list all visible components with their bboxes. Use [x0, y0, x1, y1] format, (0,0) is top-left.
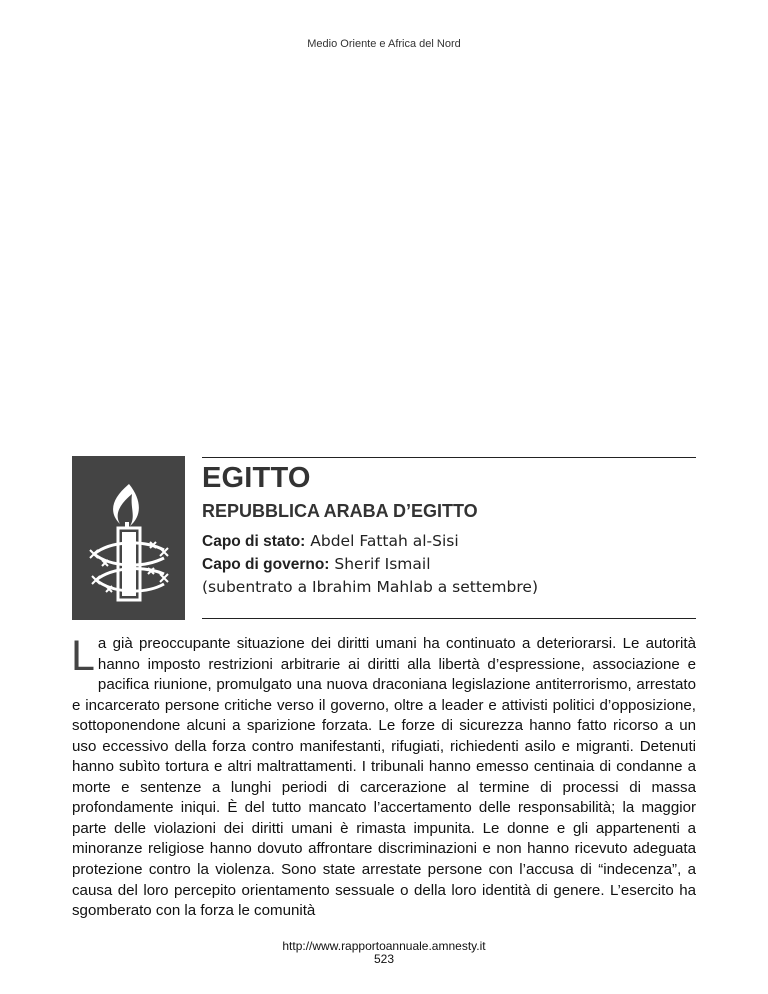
- amnesty-logo: [72, 456, 185, 620]
- title-bottom-rule: [202, 618, 696, 619]
- footer-url: http://www.rapportoannuale.amnesty.it: [282, 939, 486, 953]
- head-of-state-row: [202, 530, 696, 553]
- head-of-government-value: Sherif Ismail: [334, 555, 431, 573]
- head-of-state-label: Capo di stato:: [202, 533, 306, 550]
- head-of-government-label: Capo di governo:: [202, 556, 330, 573]
- government-note: (subentrato a Ibrahim Mahlab a settembre): [202, 578, 538, 596]
- body-paragraph-text: a già preoccupante situazione dei diritti umani ha continuato a deteriorarsi. Le autorità hanno imposto restrizioni arbitrarie ai diritti alla libertà d’espressione, associazione e pacifica riunione, promulgato una nuova draconiana legislazione antiterrorismo, arrestato e incarcerato persone critiche verso il governo, oltre a leader e attivisti politici d’opposizione, sottoponendone alcuni a sparizione forzata. Le forze di sicurezza hanno fatto ricorso a un uso eccessivo della forza contro manifestanti, rifugiati, richiedenti asilo e migranti. Detenuti hanno subìto tortura e altri maltrattamenti. I tribunali hanno emesso centinaia di condanne a morte e sentenze a lunghi periodi di carcerazione al termine di processi di massa profondamente iniqui. È del tutto mancato l’accertamento delle responsabilità; la maggior parte delle violazioni dei diritti umani è rimasta impunita. Le donne e gli appartenenti a minoranze religiose hanno dovuto affrontare discriminazioni e non hanno ricevuto adeguata protezione contro la violenza. Sono state arrestate persone con l’accusa di “indecenza”, a causa del loro percepito orientamento sessuale o della loro identità di genere. L’esercito ha sgomberato con la forza le comunità: [72, 635, 696, 920]
- page-footer: [0, 940, 768, 966]
- page-title: EGITTO: [202, 462, 311, 494]
- drop-cap: L: [71, 632, 95, 680]
- running-header: Medio Oriente e Africa del Nord: [307, 38, 461, 50]
- page-number: 523: [373, 952, 395, 966]
- title-top-rule: [202, 457, 696, 458]
- country-facts: [202, 530, 696, 599]
- body-paragraph: [72, 634, 696, 922]
- candle-in-barbed-wire-icon: [72, 456, 185, 620]
- head-of-government-row: [202, 553, 696, 576]
- official-country-name: REPUBBLICA ARABA D’EGITTO: [202, 501, 478, 521]
- head-of-state-value: Abdel Fattah al-Sisi: [310, 532, 459, 550]
